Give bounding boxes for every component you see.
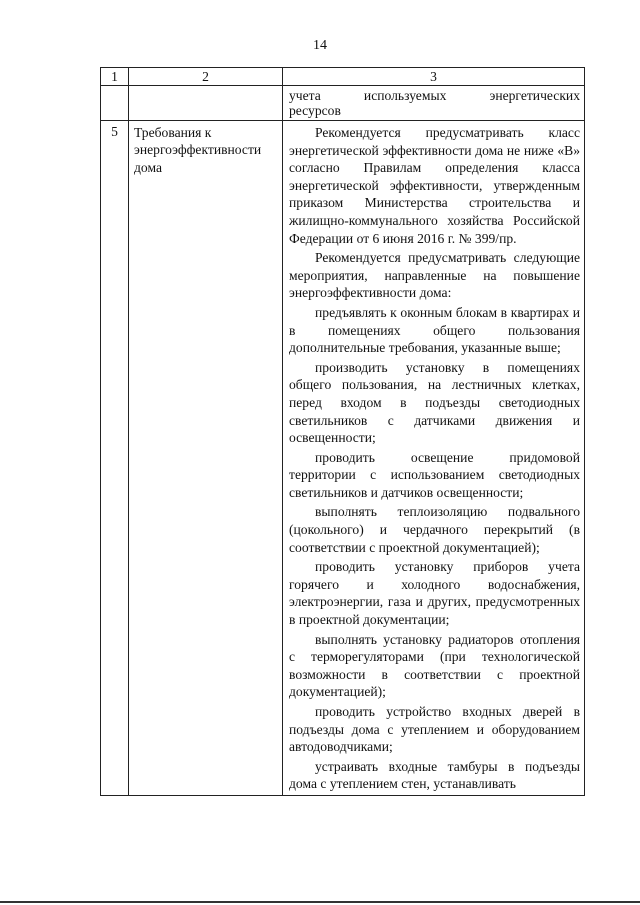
paragraph: проводить установку приборов учета горячего и холодного водоснабжения, электроэнергии, газа и других, предусмотренных в проектной документации; (289, 559, 580, 628)
continuation-line-2: ресурсов (289, 103, 341, 118)
continuation-line-1: учета используемых энергетических (289, 88, 580, 103)
paragraph: устраивать входные тамбуры в подъезды дома с утеплением стен, устанавливать (289, 758, 580, 792)
paragraph: выполнять установку радиаторов отопления с терморегуляторами (при технологической возможности в соответствии с проектной документацией); (289, 631, 580, 700)
paragraph: Рекомендуется предусматривать следующие мероприятия, направленные на повышение энергоэффективности дома: (289, 250, 580, 301)
paragraph: производить установку в помещениях общего пользования, на лестничных клетках, перед входом в подъезды светодиодных светильников с датчиками движения и освещенности; (289, 359, 580, 446)
paragraph: проводить освещение придомовой территории с использованием светодиодных светильников и датчиков освещенности; (289, 449, 580, 500)
table-row (101, 121, 585, 796)
table-header-row (101, 68, 585, 86)
requirement-name: Требования к энергоэффективности дома (129, 121, 283, 796)
header-col-1: 1 (101, 68, 129, 86)
paragraph: выполнять теплоизоляцию подвального (цокольного) и чердачного перекрытий (в соответствии с проектной документацией); (289, 504, 580, 555)
header-col-2: 2 (129, 68, 283, 86)
paragraph: Рекомендуется предусматривать класс энергетической эффективности дома не ниже «В» согласно Правилам определения класса энергетической эффективности, утвержденным приказом Министерства строительства и жилищно-коммунального хозяйства Российской Федерации от 6 июня 2016 г. № 399/пр. (289, 125, 580, 246)
page-number: 14 (313, 38, 327, 53)
page-bottom-edge (0, 901, 640, 903)
requirements-table (100, 67, 585, 796)
row-number: 5 (101, 121, 129, 796)
continuation-row (101, 86, 585, 121)
continuation-cell (283, 86, 585, 121)
paragraph: проводить устройство входных дверей в подъезды дома с утеплением и оборудованием автодоводчиками; (289, 704, 580, 755)
header-col-3: 3 (283, 68, 585, 86)
requirement-content (283, 121, 585, 796)
paragraph: предъявлять к оконным блокам в квартирах и в помещениях общего пользования дополнительные требования, указанные выше; (289, 304, 580, 356)
